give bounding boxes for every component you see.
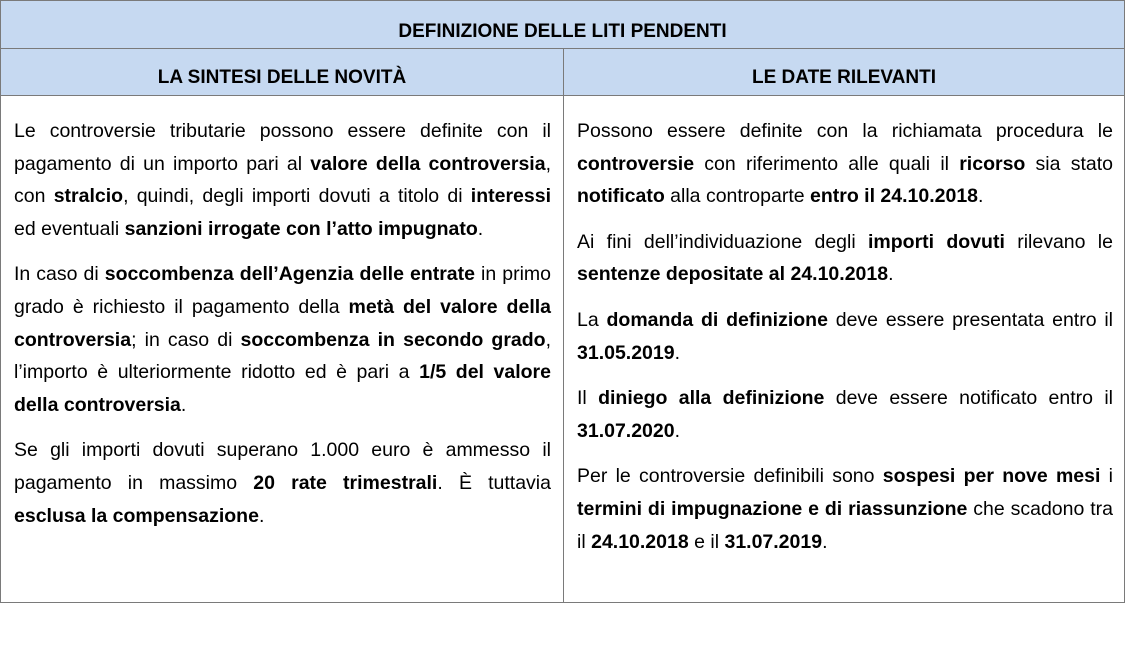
text-run: , con [14, 152, 551, 208]
bold-text: stralcio [53, 185, 124, 208]
bold-text: termini di impugnazione e di riassunzione [577, 497, 968, 520]
bold-text: sospesi per nove mesi [882, 465, 1101, 488]
text-run: , l’importo è ulteriormente ridotto ed è pari a [14, 328, 551, 384]
text-run: . [888, 263, 894, 286]
bold-text: entro il 24.10.2018 [810, 185, 979, 208]
bold-text: 24.10.2018 [591, 530, 689, 553]
paragraph [577, 304, 1113, 369]
bold-text: ricorso [959, 152, 1026, 175]
text-run: alla controparte [664, 185, 811, 208]
bold-text: esclusa la compensazione [14, 504, 259, 527]
header-sintesi-novita [1, 49, 564, 95]
text-run: Il [577, 387, 599, 410]
bold-text: notificato [577, 185, 665, 208]
bold-text: domanda di definizione [606, 308, 828, 331]
paragraph [14, 258, 551, 421]
bold-text: valore della controversia [310, 152, 546, 175]
bold-text: soccombenza dell’Agenzia delle entrate [104, 263, 475, 286]
text-run: . [674, 341, 681, 364]
text-run: . [477, 217, 484, 240]
text-run: La [577, 308, 607, 331]
paragraph [577, 115, 1113, 213]
text-run: i [1100, 465, 1114, 488]
paragraph [577, 460, 1113, 558]
bold-text: 1/5 del valore della controversia [14, 361, 551, 416]
text-run: Se gli importi dovuti superano 1.000 euro è ammesso il pagamento in massimo [14, 439, 551, 494]
text-run: sia stato [1025, 152, 1113, 175]
header-date-label: LE DATE RILEVANTI [751, 67, 937, 88]
text-run: . [674, 419, 681, 442]
header-sintesi-label: LA SINTESI DELLE NOVITÀ [157, 67, 407, 88]
bold-text: controversie [577, 152, 695, 175]
bold-text: sanzioni irrogate con l’atto impugnato [124, 217, 478, 240]
text-run: deve essere presentata entro il [827, 308, 1114, 331]
bold-text: 20 rate trimestrali [253, 471, 438, 494]
text-run: . [822, 530, 828, 553]
table-body-row [1, 96, 1124, 603]
bold-text: 31.07.2020 [577, 419, 675, 442]
text-run: che scadono tra il [577, 497, 1113, 553]
text-run: in primo grado è richiesto il pagamento della [14, 263, 551, 318]
text-run: . È tuttavia [437, 471, 551, 494]
text-run: In caso di [14, 263, 105, 286]
table-title: DEFINIZIONE DELLE LITI PENDENTI [398, 20, 727, 42]
bold-text: diniego alla definizione [598, 387, 825, 410]
bold-text: sentenze depositate al 24.10.2018 [577, 263, 889, 286]
paragraph [577, 226, 1113, 291]
table-title-row [1, 1, 1124, 49]
text-run: , quindi, degli importi dovuti a titolo di [123, 185, 471, 208]
text-run: . [180, 393, 187, 416]
paragraph [14, 434, 551, 532]
text-run: Ai fini dell’individuazione degli [577, 230, 868, 253]
text-run: Per le controversie definibili sono [577, 465, 883, 488]
text-run: ; in caso di [131, 328, 241, 351]
header-date-rilevanti [564, 49, 1124, 95]
cell-sintesi-novita [1, 96, 564, 603]
text-run: . [258, 504, 265, 527]
text-run: deve essere notificato entro il [824, 387, 1113, 410]
text-run: rilevano le [1004, 230, 1113, 253]
cell-date-rilevanti [564, 96, 1124, 603]
text-run: con riferimento alle quali il [694, 152, 960, 175]
bold-text: 31.07.2019 [724, 530, 823, 553]
bold-text: importi dovuti [868, 230, 1005, 253]
text-run: ed eventuali [14, 217, 125, 240]
table-header-row [1, 49, 1124, 96]
bold-text: 31.05.2019 [577, 341, 675, 364]
paragraph [577, 382, 1113, 447]
text-run: e il [688, 530, 725, 553]
text-run: Possono essere definite con la richiamata procedura le [577, 120, 1113, 142]
bold-text: soccombenza in secondo grado [240, 328, 546, 351]
text-run: . [978, 185, 984, 208]
paragraph [14, 115, 551, 245]
bold-text: metà del valore della controversia [14, 295, 551, 351]
text-run: Le controversie tributarie possono essere definite con il pagamento di un importo pari al [14, 120, 551, 175]
bold-text: interessi [470, 185, 552, 208]
